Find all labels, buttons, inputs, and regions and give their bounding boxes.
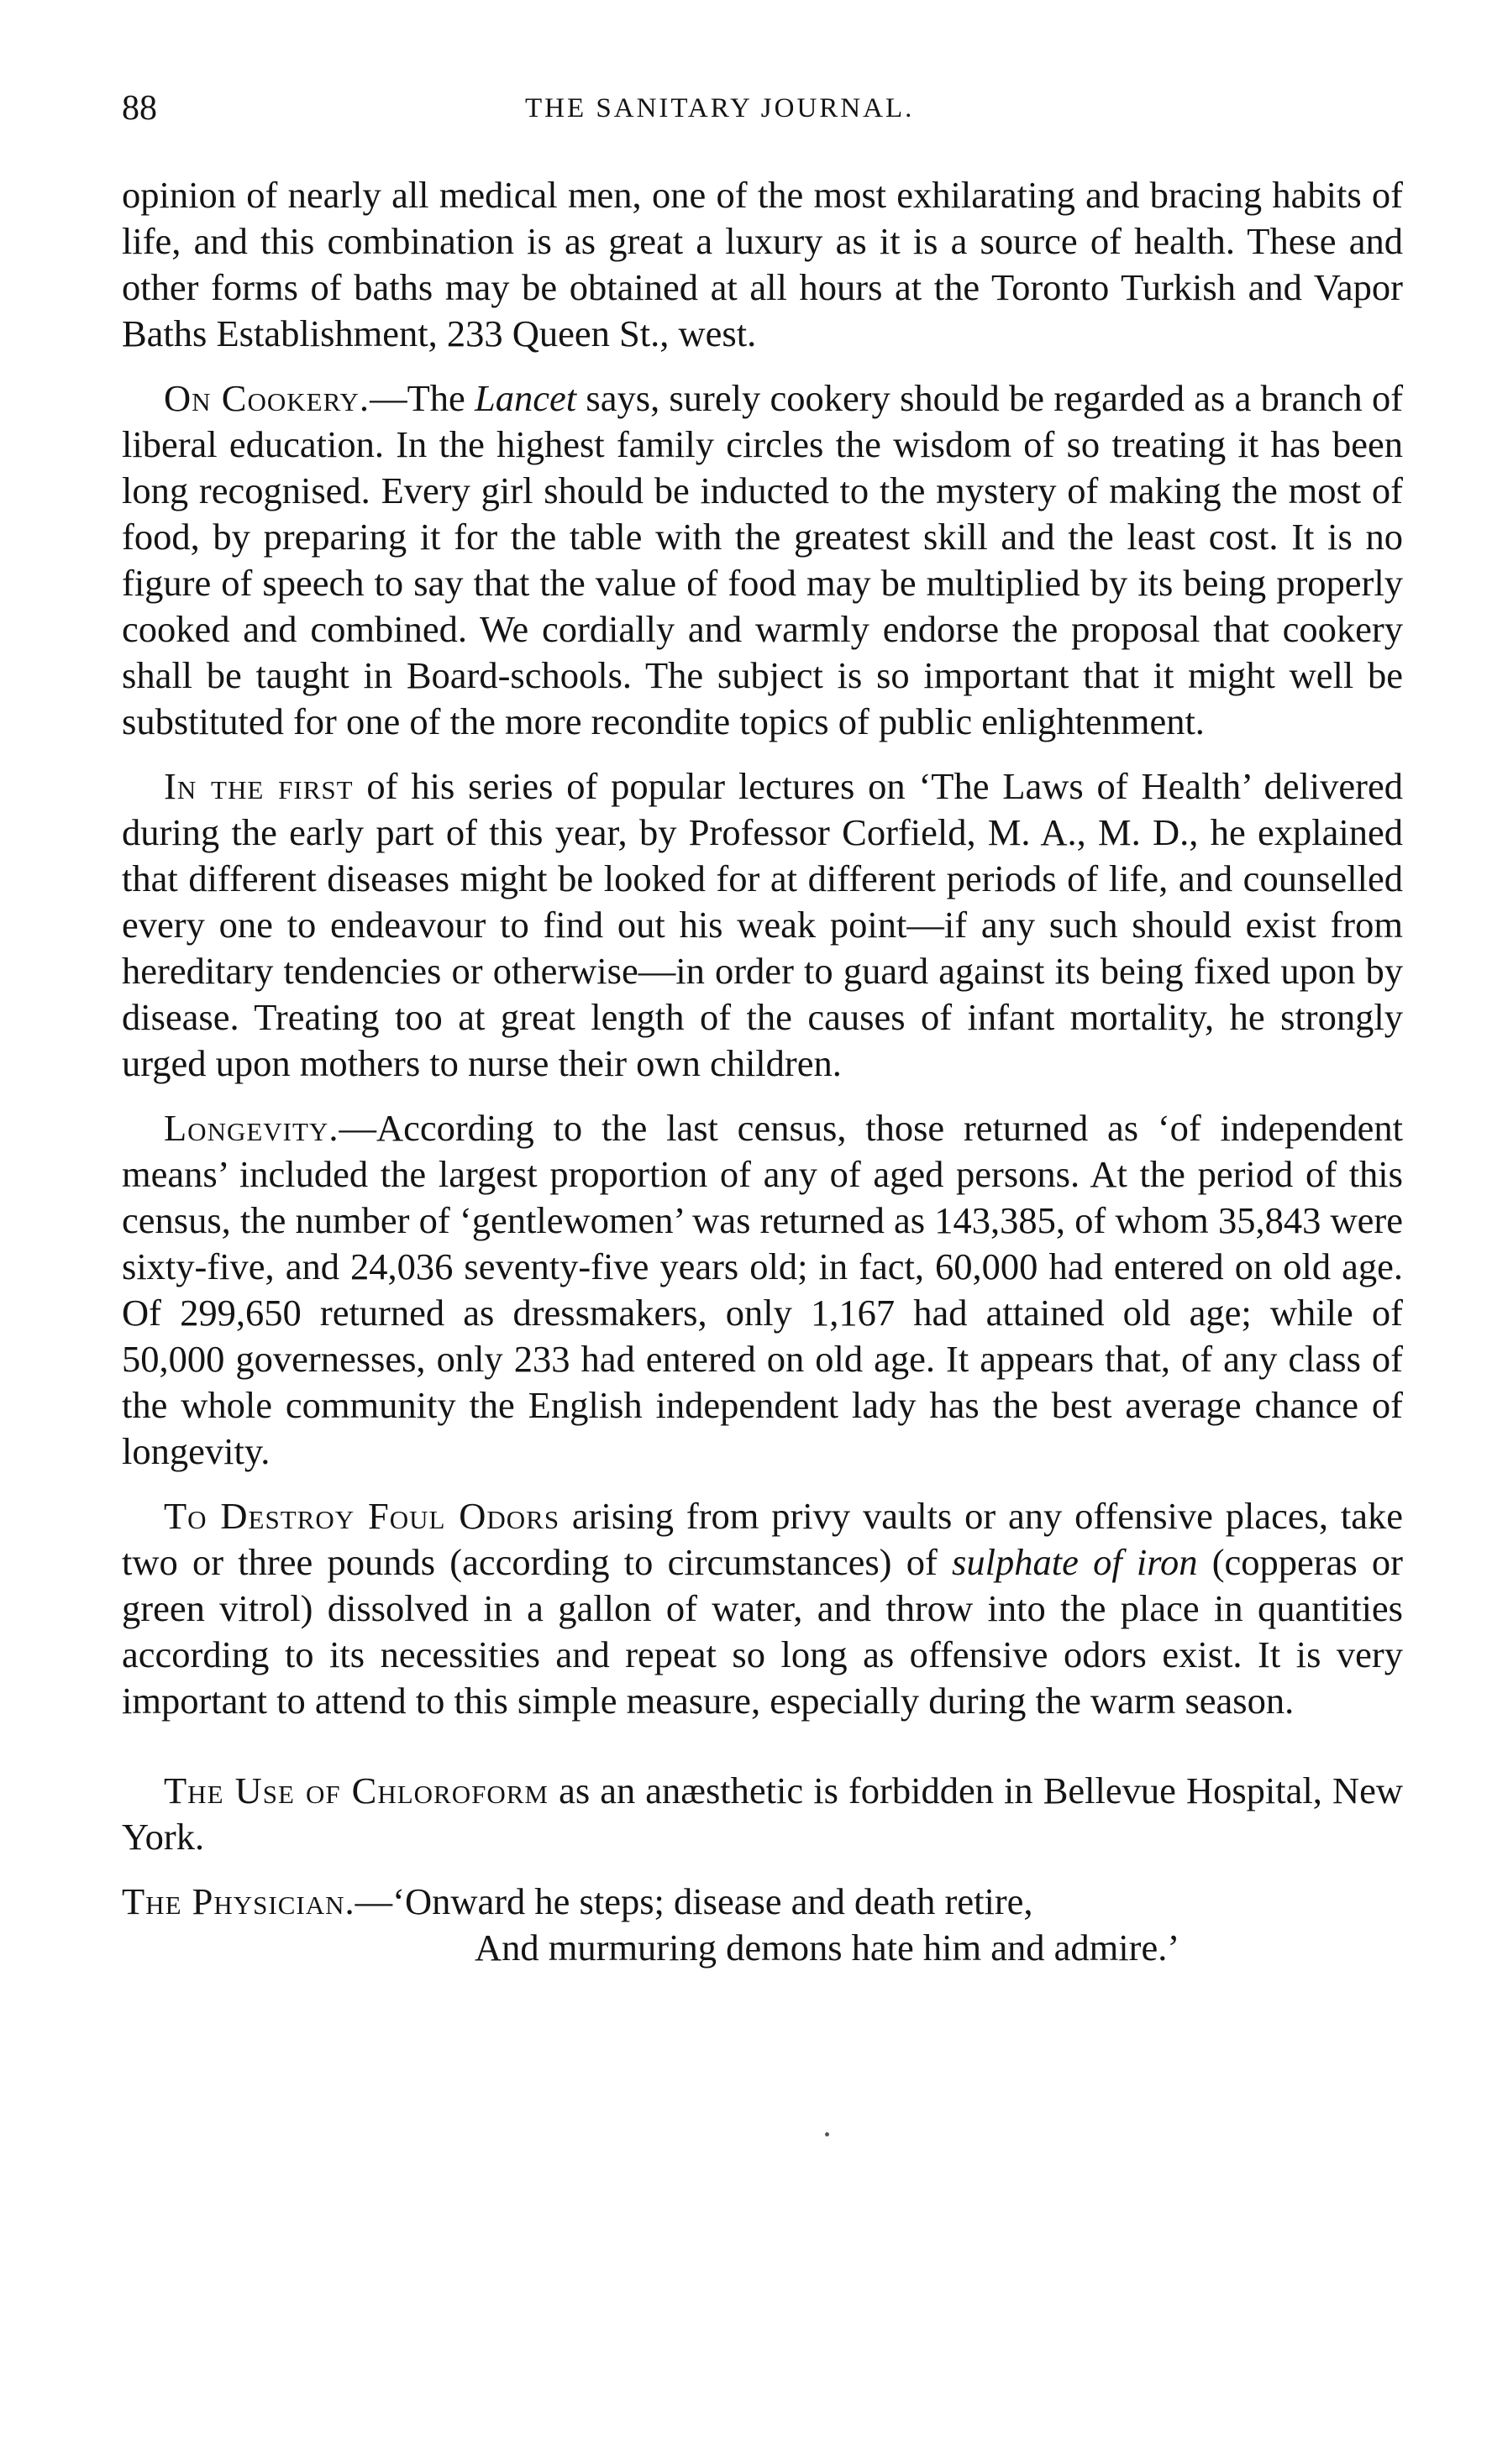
cookery-heading: On Cookery.: [164, 377, 370, 419]
physician-verse-line-2: And murmuring demons hate him and admire.’: [475, 1927, 1180, 1969]
paragraph-foul-odors: [122, 1493, 1403, 1724]
cookery-lancet-title: Lancet: [475, 377, 577, 419]
physician-heading: The Physician.: [122, 1880, 355, 1922]
first-lecture-heading: In the first: [164, 765, 354, 807]
article-body: [122, 172, 1403, 1971]
chloroform-text: as an anæsthetic is forbidden in Bellevue Hospital, New York.: [122, 1769, 1403, 1858]
paragraph-physician: [122, 1879, 1403, 1971]
paragraph-cookery: [122, 375, 1403, 745]
odors-text-lead: arising from privy vaults or any offensive places, take two or three pounds (according to circumstances) of: [122, 1495, 1403, 1583]
cookery-text-lead: —The: [370, 377, 475, 419]
paragraph-baths-continuation: opinion of nearly all medical men, one of the most exhilarating and bracing habits of life, and this combination is as great a luxury as it is a source of health. These and other forms of baths may be obtained at all hours at the Toronto Turkish and Vapor Baths Establishment, 233 Queen St., west.: [122, 174, 1403, 354]
paragraph-longevity: [122, 1105, 1403, 1475]
page-header: [122, 87, 1403, 129]
running-head: THE SANITARY JOURNAL.: [525, 93, 915, 123]
longevity-heading: Longevity.: [164, 1107, 339, 1149]
odors-sulphate-term: sulphate of iron: [952, 1541, 1198, 1583]
odors-text-body: (copperas or green vitrol) dissolved in a gallon of water, and throw into the place in quantities according to its necessities and repeat so long as offensive odors exist. It is very important to attend to this simple measure, especially during the warm season.: [122, 1541, 1403, 1722]
chloroform-heading: The Use of Chloroform: [164, 1769, 549, 1811]
cookery-text-body: says, surely cookery should be regarded as a branch of liberal education. In the highest family circles the wisdom of so treating it has been long recognised. Every girl should be inducted to the mystery of making the most of food, by preparing it for the table with the greatest skill and the least cost. It is no figure of speech to say that the value of food may be multiplied by its being properly cooked and combined. We cordially and warmly endorse the proposal that cookery shall be taught in Board-schools. The subject is so important that it might well be substituted for one of the more recondite topics of public enlightenment.: [122, 377, 1404, 742]
physician-verse-line-1: [122, 1879, 1403, 1925]
first-lecture-text: of his series of popular lectures on ‘The Laws of Health’ delivered during the early part of this year, by Professor Corfield, M. A., M. D., he explained that different diseases might be looked for at different periods of life, and counselled every one to endeavour to find out his weak point—if any such should exist from hereditary tendencies or otherwise—in order to guard against its being fixed upon by disease. Treating too at great length of the causes of infant mortality, he strongly urged upon mothers to nurse their own children.: [122, 765, 1403, 1084]
paragraph-chloroform: [122, 1768, 1403, 1860]
page-number: 88: [122, 89, 157, 128]
physician-line-1-text: —‘Onward he steps; disease and death retire,: [355, 1880, 1033, 1922]
ink-speck: [825, 2132, 829, 2136]
paragraph-first-lecture: [122, 763, 1403, 1087]
odors-heading: To Destroy Foul Odors: [164, 1495, 560, 1537]
longevity-text: —According to the last census, those returned as ‘of independent means’ included the largest proportion of any of aged persons. At the period of this census, the number of ‘gentlewomen’ was returned as 143,385, of whom 35,843 were sixty-five, and 24,036 seventy-five years old; in fact, 60,000 had entered on old age. Of 299,650 returned as dressmakers, only 1,167 had attained old age; while of 50,000 governesses, only 233 had entered on old age. It appears that, of any class of the whole community the English independent lady has the best average chance of longevity.: [122, 1107, 1403, 1472]
